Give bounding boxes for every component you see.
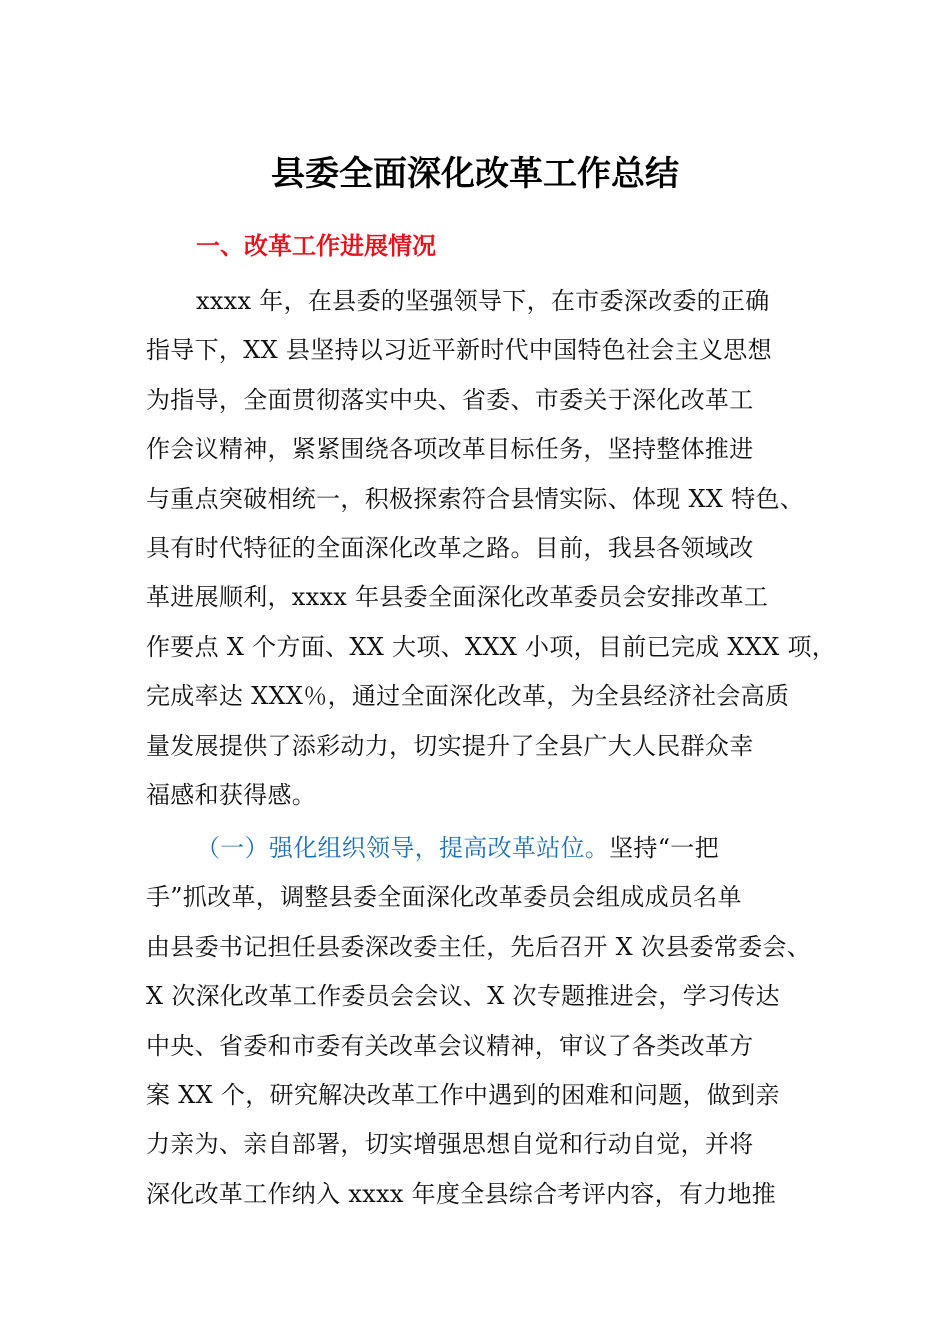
paragraph-line: X 次深化改革工作委员会会议、X 次专题推进会，学习传达 bbox=[146, 982, 780, 1011]
paragraph-line: 革进展顺利，xxxx 年县委全面深化改革委员会安排改革工 bbox=[146, 583, 769, 612]
paragraph-line: 作会议精神，紧紧围绕各项改革目标任务，坚持整体推进 bbox=[146, 435, 754, 464]
paragraph-line: 指导下，XX 县坚持以习近平新时代中国特色社会主义思想 bbox=[146, 336, 772, 365]
paragraph-line: 为指导，全面贯彻落实中央、省委、市委关于深化改革工 bbox=[146, 385, 754, 414]
paragraph-line-rest: 坚持“一把 bbox=[609, 834, 719, 862]
paragraph-line: xxxx 年，在县委的坚强领导下，在市委深改委的正确 bbox=[196, 287, 770, 315]
paragraph-line: 完成率达 XXX％，通过全面深化改革，为全县经济社会高质 bbox=[146, 682, 790, 711]
paragraph-first-line bbox=[146, 824, 826, 873]
paragraph-line: 由县委书记担任县委深改委主任，先后召开 X 次县委常委会、 bbox=[146, 932, 812, 961]
paragraph-line: 深化改革工作纳入 xxxx 年度全县综合考评内容，有力地推 bbox=[146, 1179, 777, 1208]
paragraph-line: 具有时代特征的全面深化改革之路。目前，我县各领域改 bbox=[146, 533, 754, 562]
page-title: 县委全面深化改革工作总结 bbox=[271, 154, 679, 194]
paragraph-line: 与重点突破相统一，积极探索符合县情实际、体现 XX 特色、 bbox=[146, 484, 805, 513]
paragraph-line: 作要点 X 个方面、XX 大项、XXX 小项，目前已完成 XXX 项， bbox=[146, 632, 837, 661]
sub-heading-1: （一）强化组织领导，提高改革站位。 bbox=[196, 834, 610, 862]
paragraph-line: 中央、省委和市委有关改革会议精神，审议了各类改革方 bbox=[146, 1031, 754, 1060]
paragraph-line: 量发展提供了添彩动力，切实提升了全县广大人民群众幸 bbox=[146, 731, 754, 760]
paragraph-line: 案 XX 个，研究解决改革工作中遇到的困难和问题，做到亲 bbox=[146, 1080, 780, 1109]
paragraph-2 bbox=[146, 824, 826, 1219]
paragraph-line: 手”抓改革，调整县委全面深化改革委员会组成成员名单 bbox=[146, 883, 742, 912]
paragraph-line: 福感和获得感。 bbox=[146, 780, 317, 809]
paragraph-1 bbox=[146, 277, 837, 820]
section-heading-1: 一、改革工作进展情况 bbox=[196, 232, 436, 260]
paragraph-line: 力亲为、亲自部署，切实增强思想自觉和行动自觉，并将 bbox=[146, 1130, 754, 1159]
